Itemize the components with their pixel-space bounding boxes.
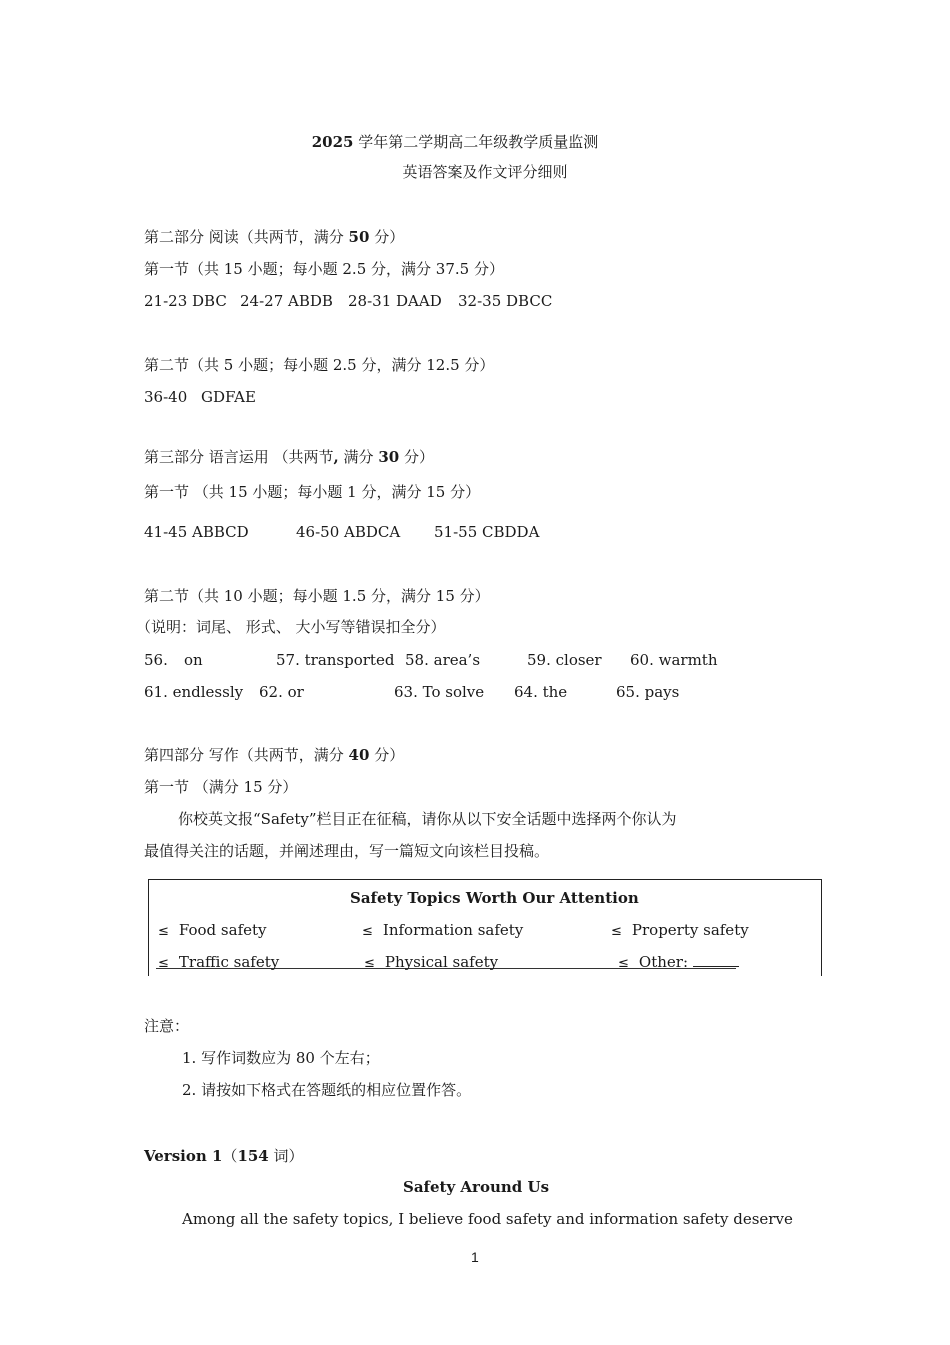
document-title [40, 131, 870, 152]
version-paren-close: 词） [268, 1147, 304, 1165]
writing-prompt-line: 你校英文报“Safety”栏目正在征稿，请你从以下安全话题中选择两个你认为 [178, 810, 677, 828]
part3-section2-heading: 第二节（共 10 小题；每小题 1.5 分，满分 15 分） [144, 587, 490, 605]
version-name: Version 1 [144, 1147, 223, 1165]
topic-item [611, 921, 749, 939]
grammar-answer: 64. the [514, 683, 568, 701]
version-word-count: 154 [237, 1147, 269, 1165]
checkbox-symbol-icon: ≤ [618, 956, 629, 971]
part3-heading-score: 30 [378, 448, 400, 466]
part3-section1-heading: 第一节 （共 15 小题；每小题 1 分，满分 15 分） [144, 483, 481, 501]
version-label [144, 1145, 304, 1166]
part3-section1-answer: 51-55 CBDDA [434, 523, 540, 541]
part3-section1-answer: 46-50 ABDCA [296, 523, 401, 541]
part3-heading [144, 446, 434, 467]
part3-heading-text: 第三部分 语言运用 （共两节 [144, 448, 334, 466]
topic-label: Physical safety [384, 953, 499, 971]
grammar-answer: 65. pays [616, 683, 680, 701]
part2-heading [144, 226, 404, 247]
grammar-answer: 60. warmth [630, 651, 718, 669]
part2-section1-heading: 第一节（共 15 小题；每小题 2.5 分，满分 37.5 分） [144, 260, 504, 278]
topics-box-title: Safety Topics Worth Our Attention [350, 889, 639, 907]
grammar-answer: on [184, 651, 203, 669]
grammar-answer: 61. endlessly [144, 683, 244, 701]
part2-section1-answer: 24-27 ABDB [240, 292, 333, 310]
note-item: 1. 写作词数应为 80 个左右； [182, 1049, 380, 1067]
topic-label: Other: [638, 953, 688, 971]
part4-heading-end: 分） [369, 746, 405, 764]
fill-in-blank [693, 954, 739, 967]
note-item: 2. 请按如下格式在答题纸的相应位置作答。 [182, 1081, 472, 1099]
essay-title: Safety Around Us [403, 1178, 550, 1196]
part3-heading-end: 分） [399, 448, 434, 466]
checkbox-symbol-icon: ≤ [158, 956, 169, 971]
part2-section2-heading: 第二节（共 5 小题；每小题 2.5 分，满分 12.5 分） [144, 356, 495, 374]
page-number: 1 [471, 1249, 479, 1265]
part4-heading-score: 40 [348, 746, 370, 764]
document-subtitle: 英语答案及作文评分细则 [402, 163, 568, 181]
checkbox-symbol-icon: ≤ [611, 924, 622, 939]
part2-heading-text: 第二部分 阅读（共两节，满分 [144, 228, 349, 246]
title-text: 学年第二学期高二年级教学质量监测 [353, 133, 599, 151]
part3-section2-note: （说明：词尾、 形式、 大小写等错误扣全分） [136, 618, 446, 636]
topic-label: Traffic safety [178, 953, 280, 971]
part4-section1-heading: 第一节 （满分 15 分） [144, 778, 298, 796]
topic-label: Information safety [382, 921, 524, 939]
part4-heading [144, 744, 404, 765]
part2-section1-answer: 21-23 DBC [144, 292, 227, 310]
writing-prompt-line: 最值得关注的话题，并阐述理由，写一篇短文向该栏目投稿。 [144, 842, 550, 860]
grammar-answer: 57. transported [276, 651, 395, 669]
part3-section1-answer: 41-45 ABBCD [144, 523, 249, 541]
part2-section2-answer: 36-40 [144, 388, 188, 406]
topic-item [362, 921, 523, 939]
grammar-answer: 56. [144, 651, 168, 669]
version-paren-open: （ [222, 1147, 238, 1165]
topic-item [618, 953, 739, 971]
notes-heading: 注意： [144, 1017, 190, 1035]
part4-heading-text: 第四部分 写作（共两节，满分 [144, 746, 349, 764]
part2-section1-answer: 28-31 DAAD [348, 292, 442, 310]
grammar-answer: 58. area’s [405, 651, 481, 669]
checkbox-symbol-icon: ≤ [362, 924, 373, 939]
topic-label: Property safety [631, 921, 749, 939]
part2-heading-end: 分） [369, 228, 405, 246]
part2-section1-answer: 32-35 DBCC [458, 292, 553, 310]
grammar-answer: 59. closer [527, 651, 602, 669]
title-year: 2025 [311, 133, 354, 151]
checkbox-symbol-icon: ≤ [364, 956, 375, 971]
checkbox-symbol-icon: ≤ [158, 924, 169, 939]
part3-heading-mid: 满分 [338, 448, 379, 466]
essay-first-line: Among all the safety topics, I believe food safety and information safety deserve [182, 1210, 793, 1228]
topic-label: Food safety [178, 921, 267, 939]
grammar-answer: 63. To solve [394, 683, 485, 701]
topic-item [158, 953, 279, 971]
part3-heading-comma: , [333, 448, 339, 466]
topic-item [364, 953, 498, 971]
part2-section2-answer: GDFAE [201, 388, 256, 406]
part2-heading-score: 50 [348, 228, 370, 246]
topic-item [158, 921, 267, 939]
grammar-answer: 62. or [259, 683, 304, 701]
